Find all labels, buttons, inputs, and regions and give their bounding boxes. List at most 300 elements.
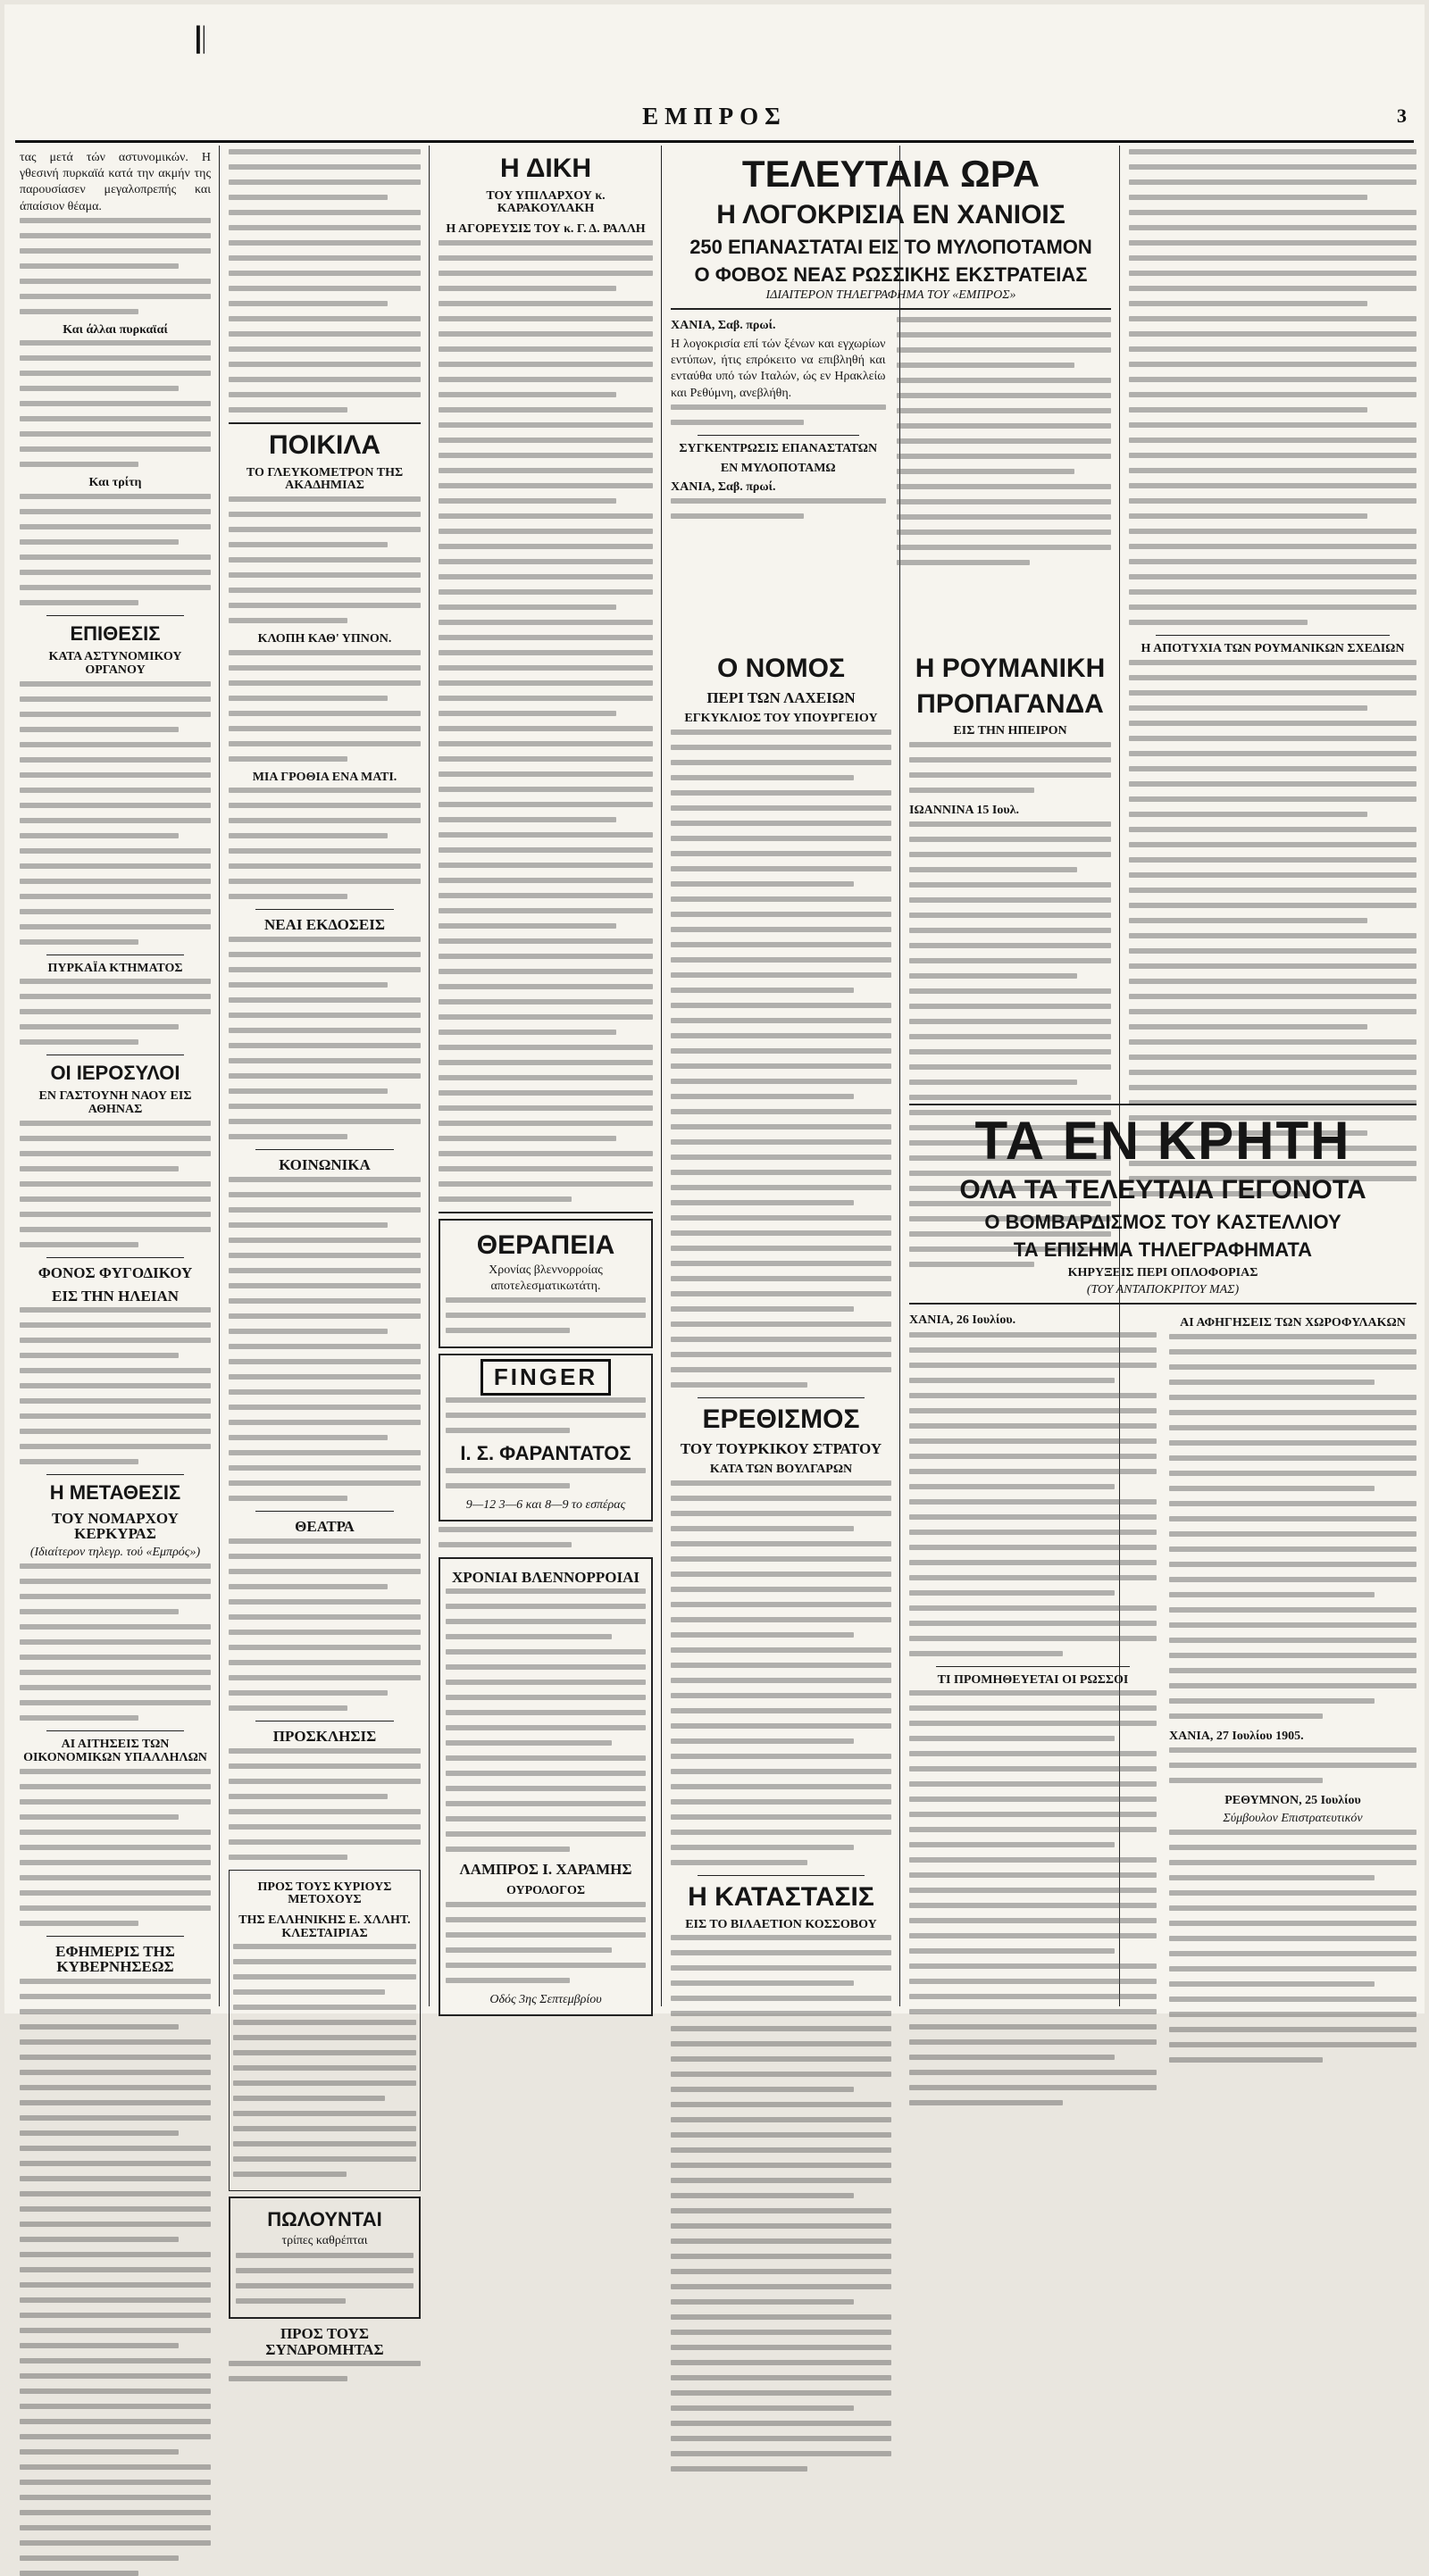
headline: ΠΡΟΣ ΤΟΥΣ ΣΥΝΔΡΟΜΗΤΑΣ — [265, 2324, 384, 2358]
text-line — [229, 1283, 421, 1288]
text-line — [909, 1933, 1157, 1938]
dateline: ΧΑΝΙΑ, 27 Ιουλίου 1905. — [1169, 1730, 1304, 1744]
text-line — [20, 742, 211, 747]
text-line — [671, 1617, 891, 1622]
text-line — [229, 1222, 388, 1228]
text-line — [439, 1075, 653, 1080]
text-line — [671, 2087, 854, 2092]
ad-text: τρίπες καθρέπται — [281, 2234, 368, 2248]
text-line — [671, 1185, 891, 1190]
text-line — [671, 2163, 891, 2168]
text-line — [229, 1839, 421, 1845]
text-line — [439, 513, 653, 519]
column-rule — [661, 146, 662, 2006]
text-line — [1129, 604, 1416, 610]
text-line — [439, 1542, 572, 1547]
text-block — [233, 1944, 416, 2177]
text-line — [909, 1736, 1115, 1741]
text-line — [1169, 1653, 1416, 1658]
text-line — [909, 2085, 1157, 2090]
subheadline: ΕΝ ΜΥΛΟΠΟΤΑΜΩ — [720, 462, 836, 476]
text-line — [1129, 1055, 1416, 1060]
text-line — [20, 2571, 138, 2576]
text-line — [671, 760, 891, 765]
subheadline: ΤΗΣ ΕΛΛΗΝΙΚΗΣ Ε. ΧΛΛΗΤ. ΚΛΕΣΤΑΙΡΙΑΣ — [238, 1913, 411, 1940]
text-line — [20, 416, 211, 421]
advertisement-finger — [439, 1354, 653, 1521]
text-line — [229, 179, 421, 185]
text-line — [20, 1353, 179, 1358]
text-line — [229, 741, 421, 746]
text-line — [20, 462, 138, 467]
text-line — [20, 340, 211, 346]
text-line — [671, 2436, 891, 2441]
text-line — [1129, 660, 1416, 665]
text-line — [20, 2388, 211, 2394]
divider — [439, 1212, 653, 1213]
text-line — [229, 1763, 421, 1769]
text-line — [671, 404, 886, 410]
text-line — [439, 832, 653, 838]
text-block — [20, 1307, 211, 1464]
text-line — [897, 514, 1112, 520]
column-2 — [221, 147, 429, 2358]
text-line — [20, 1429, 211, 1434]
text-line — [1129, 933, 1416, 938]
text-line — [671, 1708, 891, 1713]
divider — [936, 1666, 1130, 1667]
text-line — [671, 1246, 891, 1251]
text-line — [20, 2358, 211, 2363]
text-line — [1129, 589, 1416, 595]
text-line — [909, 2039, 1157, 2045]
text-line — [1169, 1713, 1323, 1719]
text-line — [20, 524, 211, 529]
text-line — [439, 969, 653, 974]
text-line — [439, 362, 653, 367]
text-line — [20, 2434, 211, 2439]
text-line — [909, 1751, 1157, 1756]
text-line — [233, 2065, 416, 2071]
text-line — [1169, 1440, 1416, 1446]
text-line — [229, 665, 421, 671]
text-line — [671, 2345, 891, 2350]
text-line — [671, 2193, 854, 2198]
text-line — [1129, 301, 1367, 306]
text-line — [1129, 377, 1416, 382]
text-line — [671, 2405, 854, 2411]
text-line — [439, 286, 616, 291]
headline: ΠΟΙΚΙΛΑ — [268, 430, 380, 460]
text-line — [909, 1378, 1115, 1383]
text-line — [446, 1413, 646, 1418]
text-line — [20, 924, 211, 930]
text-line — [20, 1383, 211, 1388]
text-line — [439, 756, 653, 762]
column-3 — [430, 147, 661, 2006]
divider — [698, 1397, 865, 1398]
text-line — [909, 1545, 1157, 1550]
text-line — [671, 1003, 891, 1008]
text-block — [897, 317, 1112, 565]
byline: ΙΔΙΑΙΤΕΡΟΝ ΤΗΛΕΓΡΑΦΗΜΑ ΤΟΥ «ΕΜΠΡΟΣ» — [765, 288, 1016, 302]
text-line — [897, 484, 1112, 489]
text-line — [229, 680, 421, 686]
text-line — [1129, 195, 1367, 200]
text-line — [20, 879, 211, 884]
text-line — [671, 2223, 891, 2229]
text-line — [1169, 1531, 1416, 1537]
text-block — [20, 681, 211, 945]
text-line — [446, 1725, 646, 1730]
text-line — [20, 401, 211, 406]
text-line — [671, 1571, 891, 1577]
text-line — [671, 912, 891, 917]
text-line — [909, 2100, 1063, 2105]
text-line — [20, 539, 179, 545]
advertisement-therapeia — [439, 1219, 653, 1349]
text-block — [439, 1527, 653, 1547]
text-line — [671, 2375, 891, 2380]
text-line — [233, 2005, 416, 2010]
text-block — [909, 742, 1111, 793]
subcolumn-left — [909, 1310, 1157, 2115]
text-line — [909, 1948, 1115, 1954]
text-line — [439, 817, 616, 822]
text-line — [909, 1064, 1111, 1070]
subheadline: ΑΙ ΑΦΗΓΗΣΕΙΣ ΤΩΝ ΧΩΡΟΦΥΛΑΚΩΝ — [1180, 1316, 1406, 1330]
divider — [255, 1511, 394, 1512]
text-line — [20, 263, 179, 269]
text-line — [439, 726, 653, 731]
margin-mark: 𝄃 — [196, 21, 205, 62]
subheading: Και τρίτη — [88, 476, 142, 490]
text-line — [20, 431, 211, 437]
text-line — [897, 393, 1112, 398]
text-line — [20, 2161, 211, 2166]
text-line — [897, 438, 1112, 444]
text-line — [20, 818, 211, 823]
text-line — [1129, 362, 1416, 367]
text-line — [909, 1721, 1157, 1726]
text-line — [439, 1136, 616, 1141]
text-line — [20, 386, 179, 391]
text-block — [446, 1297, 646, 1333]
text-line — [446, 1917, 646, 1922]
text-line — [229, 527, 421, 532]
text-line — [897, 317, 1112, 322]
text-block — [20, 1979, 211, 2576]
text-line — [229, 803, 421, 808]
text-line — [897, 545, 1112, 550]
text-line — [671, 1018, 891, 1023]
text-line — [671, 1480, 891, 1486]
text-line — [909, 1499, 1157, 1505]
subheadline: ΤΟΥ ΥΠΙΛΑΡΧΟΥ κ. ΚΑΡΑΚΟΥΛΑΚΗ — [486, 188, 606, 216]
text-line — [909, 2024, 1157, 2030]
divider — [671, 308, 1111, 310]
text-line — [229, 195, 388, 200]
text-line — [229, 1824, 421, 1830]
text-line — [20, 1830, 211, 1835]
text-line — [439, 483, 653, 488]
column-4 — [663, 647, 899, 2006]
text-line — [1129, 888, 1416, 893]
text-line — [1129, 736, 1416, 741]
text-line — [439, 529, 653, 534]
text-line — [446, 1831, 646, 1837]
text-line — [20, 1121, 211, 1126]
text-line — [1169, 1334, 1416, 1339]
text-line — [671, 1784, 891, 1789]
text-line — [671, 1109, 891, 1114]
text-line — [446, 1771, 646, 1776]
text-line — [909, 1530, 1157, 1535]
text-line — [20, 1624, 211, 1630]
text-line — [229, 1389, 421, 1395]
dateline: ΡΕΘΥΜΝΟΝ, 25 Ιουλίου — [1224, 1794, 1361, 1808]
text-line — [1129, 796, 1416, 802]
text-line — [446, 1801, 646, 1806]
text-line — [20, 2297, 211, 2303]
text-line — [439, 498, 616, 504]
headline: ΦΟΝΟΣ ΦΥΓΟΔΙΚΟΥ — [38, 1263, 193, 1281]
text-line — [1129, 225, 1416, 230]
text-line — [229, 1450, 421, 1455]
text-line — [446, 1313, 646, 1318]
text-line — [1129, 164, 1416, 170]
text-line — [233, 2172, 347, 2177]
text-block — [671, 404, 886, 425]
text-line — [229, 1554, 421, 1559]
divider — [698, 435, 859, 436]
text-line — [897, 363, 1075, 368]
text-line — [229, 952, 421, 957]
text-line — [20, 1875, 211, 1880]
text-line — [671, 1602, 891, 1607]
text-line — [671, 2011, 891, 2016]
text-line — [671, 1079, 891, 1084]
text-block — [229, 496, 421, 623]
subheadline: ΚΑΤΑ ΑΣΤΥΝΟΜΙΚΟΥ ΟΡΓΑΝΟΥ — [48, 650, 182, 677]
text-line — [229, 1405, 421, 1410]
subheading: Και άλλαι πυρκαϊαί — [63, 322, 168, 337]
text-line — [229, 967, 421, 972]
text-line — [1169, 1698, 1375, 1704]
divider — [255, 1721, 394, 1722]
text-block — [446, 1588, 646, 1852]
text-line — [20, 1799, 211, 1805]
text-line — [439, 331, 653, 337]
text-line — [233, 1959, 416, 1964]
text-line — [1169, 1622, 1416, 1628]
text-block — [229, 788, 421, 899]
divider — [46, 1730, 184, 1731]
article-lead: Η λογοκρισία επί τών ξένων και εγχωρίων εντύπων, ήτις επρόκειτο να επιβληθή και ενταύθα υπό τών Ιταλών, ώς εν Ηρακλείω και Ρεθύμνη, ανεβλήθη. — [671, 337, 886, 400]
text-block — [229, 149, 421, 413]
text-line — [1169, 1516, 1416, 1521]
subheadline: ΤΟΥ ΤΟΥΡΚΙΚΟΥ ΣΤΡΑΤΟΥ — [680, 1439, 882, 1457]
text-line — [439, 316, 653, 321]
headline: ΕΠΙΘΕΣΙΣ — [70, 622, 161, 646]
text-line — [20, 600, 138, 605]
text-line — [909, 1636, 1157, 1641]
text-line — [439, 407, 653, 413]
text-line — [20, 2176, 211, 2181]
text-block — [229, 1177, 421, 1501]
text-line — [909, 1827, 1157, 1832]
headline: ΝΕΑΙ ΕΚΔΟΣΕΙΣ — [264, 916, 385, 934]
text-line — [20, 1444, 211, 1449]
text-line — [439, 680, 653, 686]
text-line — [20, 979, 211, 984]
article-lead: τας μετά τών αστυνομικών. Η γθεσινή πυρκαϊά κατά την ακμήν της παρουσίασεν μεγαλοπρεπής και άπαίσιον θέαμα. — [20, 151, 211, 213]
text-line — [229, 1177, 421, 1182]
text-line — [897, 454, 1112, 459]
text-line — [909, 1484, 1115, 1489]
text-line — [446, 1740, 612, 1746]
text-line — [671, 1980, 854, 1986]
text-line — [671, 2208, 891, 2213]
text-line — [20, 1860, 211, 1865]
text-line — [229, 572, 421, 578]
text-line — [20, 696, 211, 702]
divider — [698, 1875, 865, 1876]
text-line — [1129, 1039, 1416, 1045]
text-line — [229, 879, 421, 884]
text-line — [1129, 994, 1416, 999]
ad-name: Ι. Σ. ΦΑΡΑΝΤΑΤΟΣ — [460, 1442, 631, 1465]
text-line — [1129, 422, 1416, 428]
text-line — [446, 1816, 646, 1822]
text-line — [229, 1690, 388, 1696]
text-line — [439, 255, 653, 261]
text-line — [20, 1670, 211, 1675]
divider — [46, 1474, 184, 1475]
text-line — [439, 665, 653, 671]
text-line — [671, 957, 891, 963]
text-line — [909, 1408, 1157, 1413]
text-block — [229, 937, 421, 1139]
text-line — [1129, 827, 1416, 832]
byline: (ΤΟΥ ΑΝΤΑΠΟΚΡΙΤΟΥ ΜΑΣ) — [1086, 1283, 1240, 1297]
text-line — [229, 210, 421, 215]
text-line — [20, 2449, 179, 2455]
text-line — [20, 1994, 211, 1999]
text-line — [671, 2451, 891, 2456]
newspaper-title: ΕΜΠΡΟΣ — [642, 103, 787, 129]
text-block — [446, 1902, 646, 1983]
text-line — [909, 1766, 1157, 1772]
text-line — [229, 149, 421, 154]
text-line — [20, 2343, 179, 2348]
text-line — [236, 2253, 414, 2258]
text-line — [1129, 149, 1416, 154]
text-line — [1129, 705, 1367, 711]
text-line — [671, 1382, 807, 1388]
text-line — [229, 1420, 421, 1425]
text-line — [20, 2313, 211, 2318]
text-line — [20, 2115, 211, 2121]
subcolumn-right — [1169, 1310, 1416, 2115]
text-line — [1129, 963, 1416, 969]
text-line — [20, 1136, 211, 1141]
text-line — [229, 1599, 421, 1605]
subheadline: ΚΗΡΥΞΕΙΣ ΠΕΡΙ ΟΠΛΟΦΟΡΙΑΣ — [1067, 1265, 1258, 1280]
text-line — [446, 1483, 570, 1488]
text-line — [909, 1888, 1157, 1893]
text-line — [439, 544, 653, 549]
text-line — [909, 943, 1111, 948]
text-line — [20, 1685, 211, 1690]
text-block — [1169, 1830, 1416, 2063]
text-line — [229, 407, 347, 413]
subheadline: ΚΑΤΑ ΤΩΝ ΒΟΥΛΓΑΡΩΝ — [709, 1463, 853, 1477]
text-line — [1129, 842, 1416, 847]
text-line — [671, 1678, 891, 1683]
text-line — [20, 509, 211, 514]
text-line — [229, 542, 388, 547]
text-line — [1129, 392, 1416, 397]
text-line — [671, 1276, 891, 1281]
text-block — [909, 1332, 1157, 1656]
text-line — [229, 1207, 421, 1213]
text-line — [897, 469, 1075, 474]
page-number: 3 — [1397, 104, 1407, 127]
text-line — [439, 422, 653, 428]
column-rule — [429, 146, 430, 2006]
text-line — [20, 570, 211, 575]
text-line — [1129, 286, 1416, 291]
text-line — [439, 559, 653, 564]
text-line — [671, 1663, 891, 1668]
text-line — [671, 1541, 891, 1546]
text-line — [20, 727, 179, 732]
text-line — [1169, 1763, 1416, 1768]
text-line — [439, 589, 653, 595]
text-line — [671, 1632, 854, 1638]
text-line — [1129, 918, 1367, 923]
text-line — [229, 1584, 388, 1589]
text-line — [439, 346, 653, 352]
text-line — [446, 1588, 646, 1594]
divider — [46, 615, 184, 616]
text-line — [229, 618, 347, 623]
text-line — [20, 2070, 211, 2075]
text-line — [446, 1932, 646, 1938]
headline-main: ΤΕΛΕΥΤΑΙΑ ΩΡΑ — [741, 153, 1040, 195]
text-line — [20, 2480, 211, 2485]
headline-main: ΤΑ ΕΝ ΚΡΗΤΗ — [974, 1111, 1351, 1171]
text-line — [909, 1651, 1063, 1656]
subheadline: ΠΕΡΙ ΤΩΝ ΛΑΧΕΙΩΝ — [706, 688, 856, 706]
text-line — [909, 757, 1111, 763]
text-line — [20, 1413, 211, 1419]
text-line — [909, 882, 1111, 888]
divider — [229, 422, 421, 424]
masthead — [4, 4, 1425, 129]
text-line — [229, 377, 421, 382]
column-6 — [1121, 147, 1425, 1094]
text-line — [20, 371, 211, 376]
subheadline: ΕΙΣ ΤΗΝ ΗΠΕΙΡΟΝ — [953, 724, 1067, 738]
text-line — [1169, 1778, 1323, 1783]
text-line — [229, 255, 421, 261]
two-column-body — [671, 315, 1111, 575]
column-5 — [901, 647, 1119, 1147]
text-line — [20, 2267, 211, 2272]
text-line — [233, 2111, 416, 2116]
